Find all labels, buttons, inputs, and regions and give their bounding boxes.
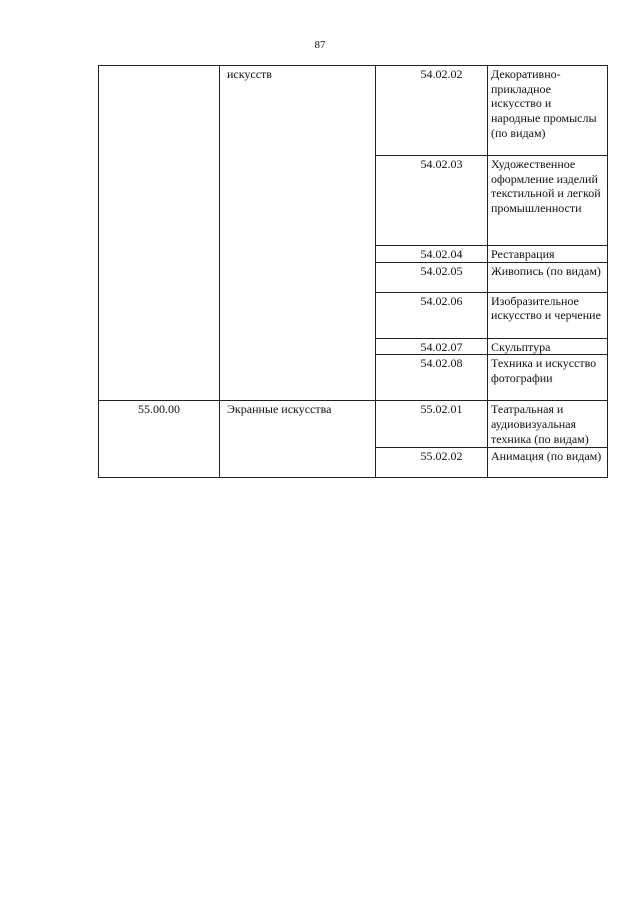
specialty-code-cell: 54.02.03 xyxy=(376,156,488,246)
specialties-table xyxy=(98,65,608,478)
specialty-code-cell: 54.02.07 xyxy=(376,338,488,355)
specialty-name-cell: Декоративно-прикладное искусство и народные промыслы (по видам) xyxy=(488,66,608,156)
specialty-code-cell: 55.02.02 xyxy=(376,447,488,477)
page-number: 87 xyxy=(314,39,326,51)
specialty-code-cell: 54.02.04 xyxy=(376,246,488,263)
table-row xyxy=(99,66,608,156)
specialty-code-cell: 54.02.05 xyxy=(376,262,488,292)
group-name-cell: искусств xyxy=(220,66,376,401)
specialty-code-cell: 54.02.06 xyxy=(376,292,488,338)
specialty-name-cell: Изобразительное искусство и черчение xyxy=(488,292,608,338)
table-row xyxy=(99,401,608,447)
specialty-name-cell: Анимация (по видам) xyxy=(488,447,608,477)
specialty-name-cell: Художественное оформление изделий текстильной и легкой промышленности xyxy=(488,156,608,246)
specialty-name-cell: Театральная и аудиовизуальная техника (по видам) xyxy=(488,401,608,447)
specialty-name-cell: Живопись (по видам) xyxy=(488,262,608,292)
specialty-name-cell: Техника и искусство фотографии xyxy=(488,355,608,401)
specialty-code-cell: 54.02.08 xyxy=(376,355,488,401)
specialty-code-cell: 54.02.02 xyxy=(376,66,488,156)
specialty-name-cell: Реставрация xyxy=(488,246,608,263)
group-name-cell: Экранные искусства xyxy=(220,401,376,477)
group-code-cell: 55.00.00 xyxy=(99,401,220,477)
specialty-name-cell: Скульптура xyxy=(488,338,608,355)
group-code-cell xyxy=(99,66,220,401)
specialty-code-cell: 55.02.01 xyxy=(376,401,488,447)
